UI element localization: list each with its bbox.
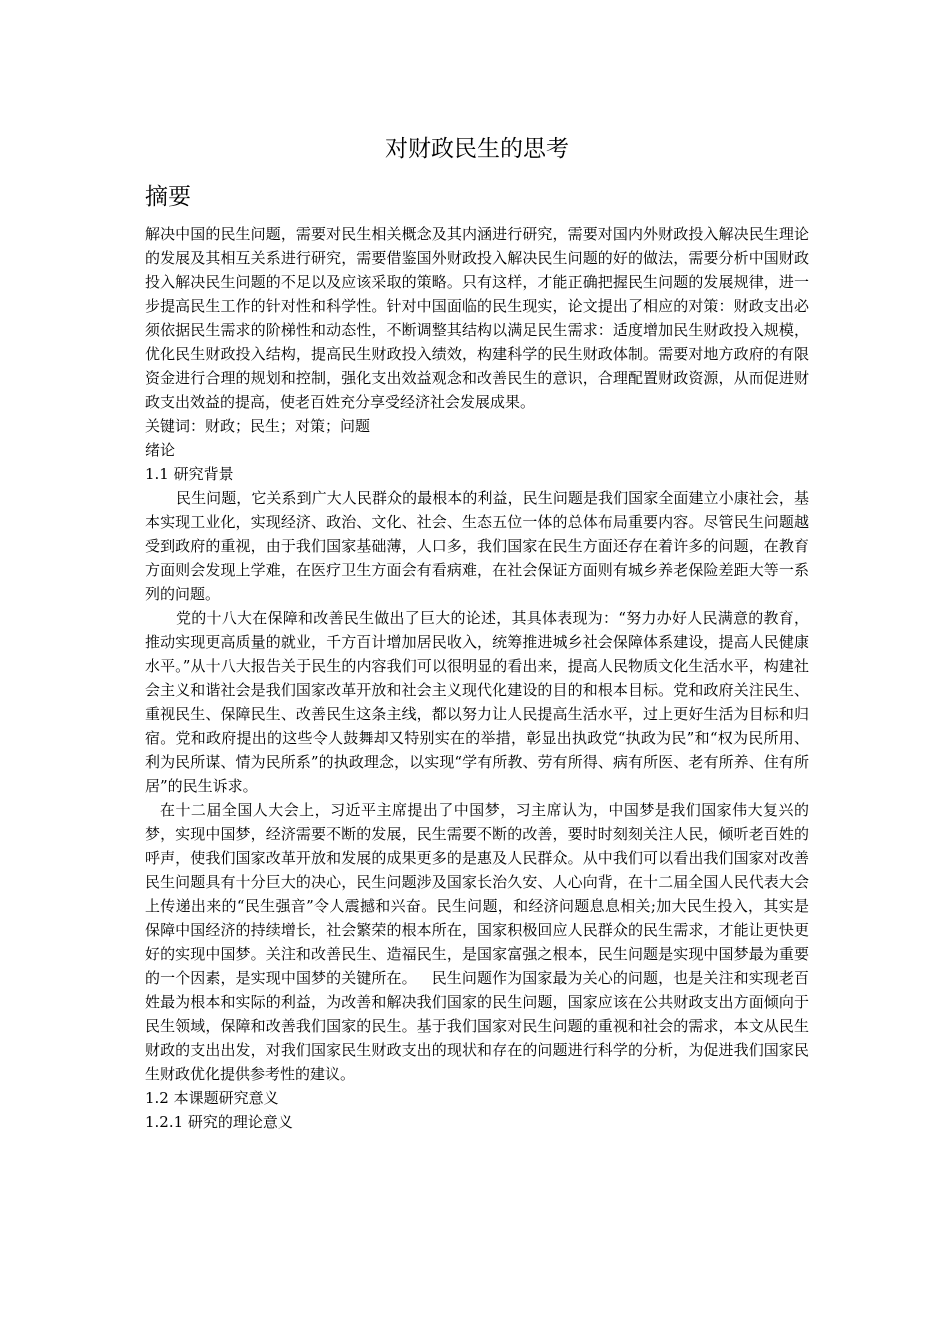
document-page	[145, 132, 809, 1134]
document-title: 对财政民生的思考	[385, 136, 569, 162]
body-paragraph-3-part-1: 在十二届全国人大会上，习近平主席提出了中国梦，习主席认为，中国梦是我们国家伟大复兴的梦，实现中国梦，经济需要不断的发展，民生需要不断的改善，要时时刻刻关注人民，倾听老百姓的呼声，使我们国家改革开放和发展的成果更多的是惠及人民群众。从中我们可以看出我们国家对改善民生问题具有十分巨大的决心，民生问题涉及国家长治久安、人心向背，在十二届全国人民代表大会上传递出来的“民生强音”令人震撼和兴奋。民生问题，和经济问题息息相关;加大民生投入，其实是保障中国经济的持续增长，社会繁荣的根本所在，国家积极回应人民群众的民生需求，才能让更快更好的实现中国梦。关注和改善民生、造福民生，是国家富强之根本，民生问题是实现中国梦最为重要的一个因素，是实现中国梦的关键所在。	[145, 801, 809, 987]
body-paragraph-1: 民生问题，它关系到广大人民群众的最根本的利益，民生问题是我们国家全面建立小康社会，基本实现工业化，实现经济、政治、文化、社会、生态五位一体的总体布局重要内容。尽管民生问题越受到政府的重视，由于我们国家基础薄，人口多，我们国家在民生方面还存在着许多的问题，在教育方面则会发现上学难，在医疗卫生方面会有看病难，在社会保证方面则有城乡养老保险差距大等一系列的问题。	[145, 489, 809, 603]
introduction-heading: 绪论	[145, 441, 176, 459]
body-paragraph-3-part-2: 民生问题作为国家最为关心的问题，也是关注和实现老百姓最为根本和实际的利益，为改善和解决我们国家的民生问题，国家应该在公共财政支出方面倾向于民生领域，保障和改善我们国家的民生。基于我们国家对民生问题的重视和社会的需求，本文从民生财政的支出出发，对我们国家民生财政支出的现状和存在的问题进行科学的分析，为促进我们国家民生财政优化提供参考性的建议。	[145, 969, 809, 1083]
abstract-paragraph: 解决中国的民生问题，需要对民生相关概念及其内涵进行研究，需要对国内外财政投入解决民生理论的发展及其相互关系进行研究，需要借鉴国外财政投入解决民生问题的好的做法，需要分析中国财政投入解决民生问题的不足以及应该采取的策略。只有这样，才能正确把握民生问题的发展规律，进一步提高民生工作的针对性和科学性。针对中国面临的民生现实，论文提出了相应的对策：财政支出必须依据民生需求的阶梯性和动态性，不断调整其结构以满足民生需求：适度增加民生财政投入规模，优化民生财政投入结构，提高民生财政投入绩效，构建科学的民生财政体制。需要对地方政府的有限资金进行合理的规划和控制，强化支出效益观念和改善民生的意识，合理配置财政资源，从而促进财政支出效益的提高，使老百姓充分享受经济社会发展成果。	[145, 225, 809, 411]
body-paragraph-2: 党的十八大在保障和改善民生做出了巨大的论述，其具体表现为：“努力办好人民满意的教育，推动实现更高质量的就业，千方百计增加居民收入，统筹推进城乡社会保障体系建设，提高人民健康水平。”从十八大报告关于民生的内容我们可以很明显的看出来，提高人民物质文化生活水平，构建社会主义和谐社会是我们国家改革开放和社会主义现代化建设的目的和根本目标。党和政府关注民生、重视民生、保障民生、改善民生这条主线，都以努力让人民提高生活水平，过上更好生活为目标和归宿。党和政府提出的这些令人鼓舞却又特别实在的举措，彰显出执政党“执政为民”和“权为民所用、利为民所谋、情为民所系”的执政理念，以实现“学有所教、劳有所得、病有所医、老有所养、住有所居”的民生诉求。	[145, 609, 809, 795]
section-heading-1-1: 1.1 研究背景	[145, 465, 234, 483]
keywords-line: 关键词：财政；民生；对策；问题	[145, 417, 371, 435]
section-heading-1-2: 1.2 本课题研究意义	[145, 1089, 279, 1107]
body-paragraph-3	[145, 798, 809, 1086]
abstract-heading: 摘要	[145, 184, 191, 210]
section-heading-1-2-1: 1.2.1 研究的理论意义	[145, 1113, 293, 1131]
